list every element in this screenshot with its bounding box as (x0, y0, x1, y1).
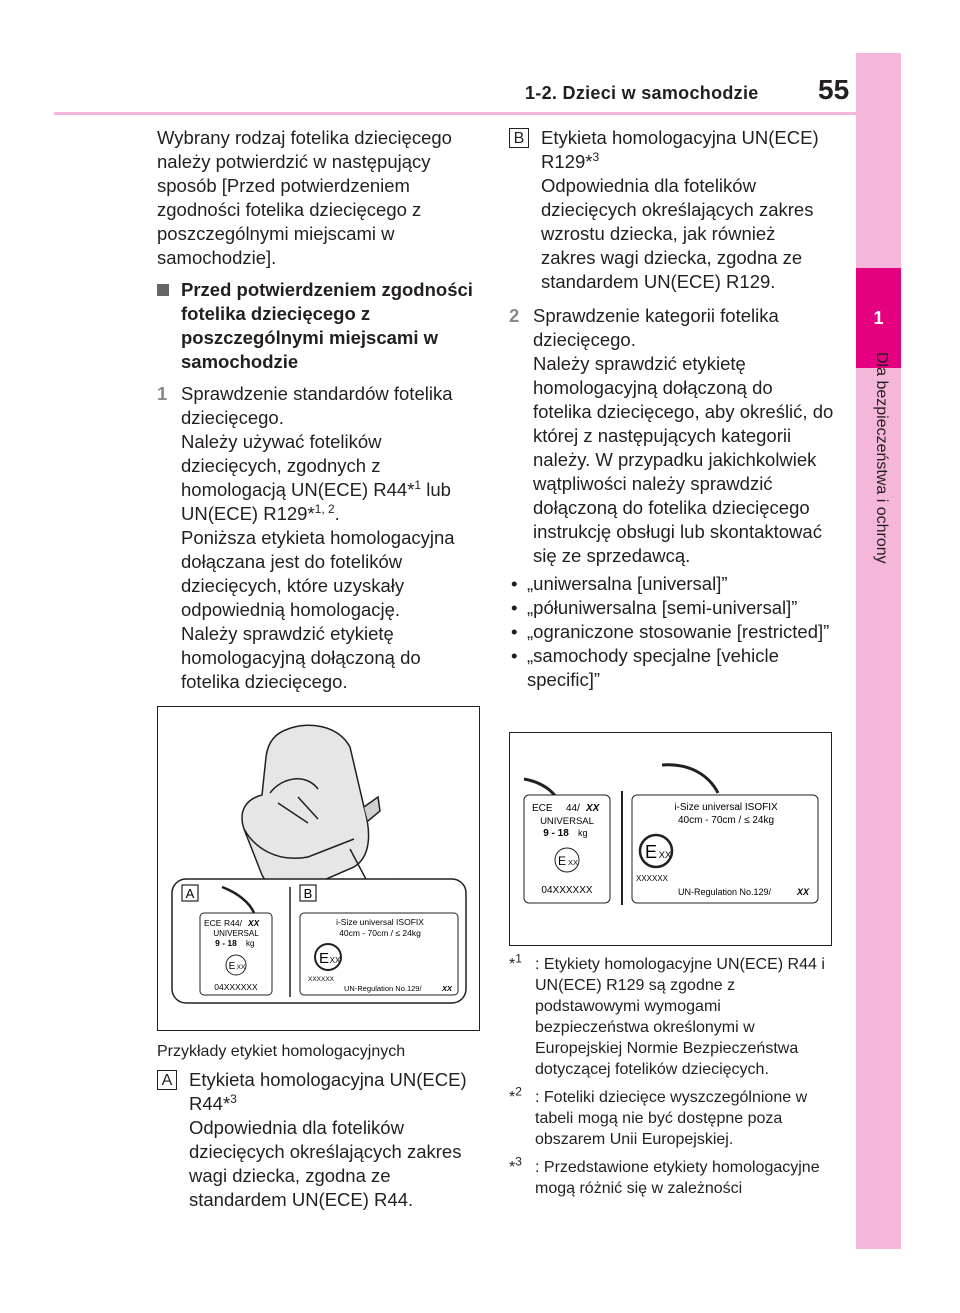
step-number: 2 (509, 305, 520, 326)
step-1 (157, 382, 482, 694)
svg-text:40cm - 70cm / ≤ 24kg: 40cm - 70cm / ≤ 24kg (677, 815, 775, 826)
svg-text:40cm - 70cm / ≤ 24kg: 40cm - 70cm / ≤ 24kg (339, 928, 421, 938)
label-a-desc: Odpowiednia dla fotelików dziecięcych określających zakres wagi dziecka, zgodna ze standardem UN(ECE) R44. (189, 1117, 462, 1210)
list-item: • „samochody specjalne [vehicle specific]” (511, 645, 779, 690)
label-b-description (509, 126, 834, 294)
footnote-1: *$^1$ : Etykiety homologacyjne UN(ECE) R44 i UN(ECE) R129 są zgodne z podstawowymi wymogami bezpieczeństwa określonymi w Europejskiej Normie Bezpieczeństwa dotyczącej fotelików dziecięcych. (509, 951, 825, 1078)
page-number: 55 (818, 74, 850, 105)
step-number: 1 (157, 383, 168, 404)
svg-text:i-Size universal ISOFIX: i-Size universal ISOFIX (674, 802, 778, 813)
chapter-sidebar (856, 53, 901, 1249)
header-rule (54, 112, 856, 115)
arrow-icon (662, 765, 718, 793)
labels-illustration (510, 733, 831, 945)
svg-text:XXXXXX: XXXXXX (308, 976, 335, 983)
svg-text:E: E (557, 854, 567, 868)
svg-text:XX: XX (248, 918, 260, 928)
step-2 (509, 304, 834, 568)
list-item: • „uniwersalna [universal]” (511, 573, 728, 594)
svg-text:44/: 44/ (566, 803, 580, 814)
label-a-box: A (157, 1070, 177, 1090)
svg-text:XX: XX (442, 984, 453, 993)
svg-text:XX: XX (658, 850, 672, 861)
svg-text:R44/: R44/ (224, 918, 242, 928)
step-text-label-info: Poniższa etykieta homologacyjna dołączana jest do fotelików dziecięcych, które uzyskały odpowiednią homologację. (181, 527, 455, 620)
child-seat-figure (157, 706, 480, 1031)
right-column (509, 126, 834, 692)
svg-text:XX: XX (797, 887, 810, 897)
chapter-title: Dla bezpieczeństwa i ochrony (873, 352, 890, 564)
label-a-description (157, 1068, 482, 1222)
chapter-number: 1 (856, 268, 901, 368)
svg-text:XX: XX (329, 956, 341, 965)
square-bullet-icon (157, 284, 169, 296)
svg-text:UNIVERSAL: UNIVERSAL (540, 816, 594, 827)
footnotes (509, 951, 834, 1206)
svg-text:ECE: ECE (204, 918, 222, 928)
subsection-heading (157, 278, 482, 374)
svg-text:kg: kg (578, 828, 588, 838)
svg-text:E: E (318, 950, 330, 967)
step-title: Sprawdzenie kategorii fotelika dziecięcego. (533, 305, 779, 350)
svg-text:UNIVERSAL: UNIVERSAL (213, 929, 259, 938)
child-seat-illustration (158, 707, 479, 1030)
step-text: Należy sprawdzić etykietę homologacyjną dołączoną do fotelika dziecięcego, aby określić, do której z następujących kategorii należy. W przypadku jakichkolwiek wątpliwości należy sprawdzić dołączoną do fotelika dziecięcego instrukcję obsługi lub skontaktować się ze sprzedawcą. (533, 353, 834, 566)
label-b-marker: B (303, 886, 313, 901)
svg-text:i-Size universal ISOFIX: i-Size universal ISOFIX (336, 917, 424, 927)
svg-text:04XXXXXX: 04XXXXXX (214, 982, 258, 992)
svg-text:XX: XX (586, 803, 600, 814)
step-text-check: Należy sprawdzić etykietę homologacyjną dołączoną do fotelika dziecięcego. (181, 623, 421, 692)
svg-text:UN-Regulation No.129/: UN-Regulation No.129/ (678, 887, 772, 897)
step-title: Sprawdzenie standardów fotelika dziecięcego. (181, 383, 453, 428)
svg-text:E: E (644, 842, 658, 862)
label-b-desc: Odpowiednia dla fotelików dziecięcych określających zakres wzrostu dziecka, jak również zakres wagi dziecka, zgodna ze standardem UN(ECE) R129. (541, 175, 814, 292)
svg-text:9 - 18: 9 - 18 (543, 828, 569, 839)
svg-text:XXXXXX: XXXXXX (636, 874, 669, 883)
section-title: 1-2. Dzieci w samochodzie (525, 83, 759, 103)
svg-text:XX: XX (236, 964, 246, 971)
label-a-title: Etykieta homologacyjna UN(ECE) R44*$^3$ (189, 1069, 467, 1114)
r129-label (300, 913, 458, 995)
intro-paragraph: Wybrany rodzaj fotelika dziecięcego należy potwierdzić w następujący sposób [Przed potwierdzeniem zgodności fotelika dziecięcego z poszczególnymi miejscami w samochodzie]. (157, 127, 452, 268)
left-column (157, 126, 482, 702)
label-b-box: B (509, 128, 529, 148)
r44-label (200, 913, 272, 995)
svg-text:ECE: ECE (532, 803, 553, 814)
labels-figure (509, 732, 832, 946)
svg-text:E: E (228, 961, 236, 972)
category-list (509, 572, 834, 692)
step-text: Należy używać fotelików dziecięcych, zgodnych z homologacją UN(ECE) R44*$^1$ lub UN(ECE) R129*$^{1, 2}$. (181, 431, 451, 524)
list-item: • „ograniczone stosowanie [restricted]” (511, 621, 830, 642)
figure-caption: Przykłady etykiet homologacyjnych (157, 1043, 406, 1060)
svg-text:kg: kg (246, 939, 255, 948)
footnote-3: *$^3$ : Przedstawione etykiety homologacyjne mogą różnić się w zależności (509, 1154, 820, 1197)
svg-text:UN-Regulation No.129/: UN-Regulation No.129/ (344, 984, 422, 993)
r129-label (632, 795, 818, 903)
heading-text: Przed potwierdzeniem zgodności fotelika dziecięcego z poszczególnymi miejscami w samochodzie (181, 279, 473, 372)
svg-text:9 - 18: 9 - 18 (215, 938, 237, 948)
list-item: • „półuniwersalna [semi-universal]” (511, 597, 798, 618)
label-a-marker: A (185, 886, 195, 901)
svg-text:04XXXXXX: 04XXXXXX (541, 885, 593, 896)
r44-label (524, 795, 610, 903)
label-b-title: Etykieta homologacyjna UN(ECE) R129*$^3$ (541, 127, 819, 172)
svg-text:XX: XX (567, 858, 579, 867)
footnote-2: *$^2$ : Foteliki dziecięce wyszczególnione w tabeli mogą nie być dostępne poza obszarem Unii Europejskiej. (509, 1084, 808, 1148)
